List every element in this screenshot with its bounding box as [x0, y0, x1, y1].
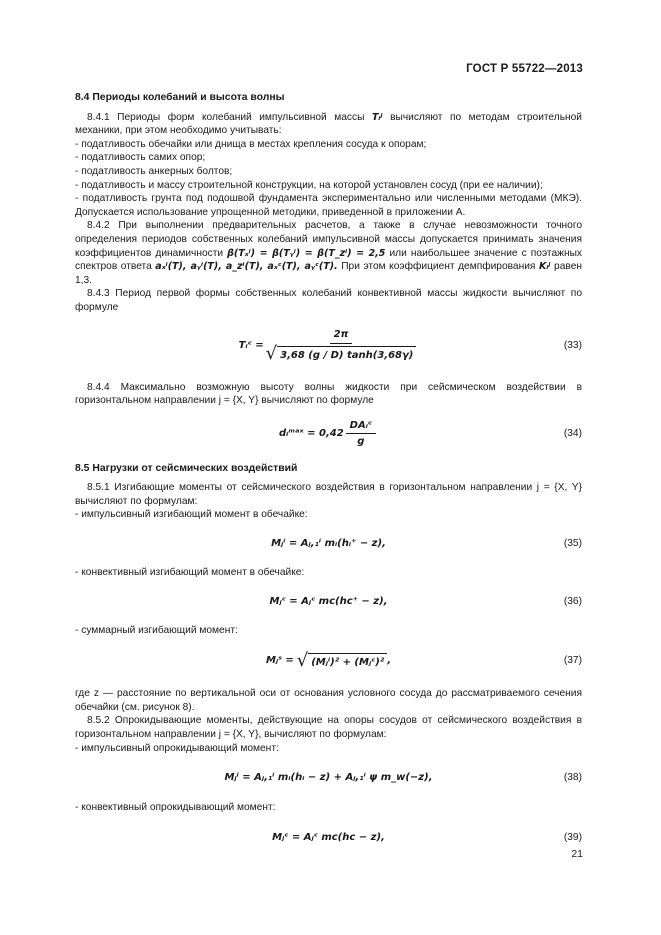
paragraph-z-definition: где z — расстояние по вертикальной оси от основания условного сосуда до рассматриваемого сечения обечайки (см. рисунок 8).	[75, 688, 582, 713]
equation-34	[75, 414, 582, 454]
equation-37-radicand: (Mⱼⁱ)² + (Mⱼᶜ)²	[308, 653, 387, 670]
paragraph-8-4-4: 8.4.4 Максимально возможную высоту волны жидкости при сейсмическом воздействии в горизонтальном направлении j = {X, Y} вычисляют по формуле	[75, 381, 582, 407]
equation-33-denominator	[266, 344, 417, 363]
page-content	[75, 91, 582, 861]
paragraph-8-4-3: 8.4.3 Период первой формы собственных колебаний конвективной массы жидкости вычисляют по формуле	[75, 288, 582, 313]
equation-33-lhs: Tᵢᶜ =	[238, 339, 264, 351]
equation-34-fraction	[346, 419, 376, 449]
paragraph-8-4-1-start: 8.4.1 Периоды форм колебаний импульсивной массы	[87, 111, 372, 123]
equation-34-numerator: DAᵢᶜ	[346, 419, 376, 435]
document-standard-id: ГОСТ Р 55722—2013	[466, 63, 583, 75]
equation-39-number: (39)	[563, 832, 582, 844]
list-item: - податливость и массу строительной конструкции, на которой установлен сосуд (при ее наличии);	[75, 179, 543, 191]
equation-37-tail: ,	[387, 655, 392, 667]
list-item: - податливость анкерных болтов;	[75, 165, 233, 177]
equation-35-number: (35)	[563, 538, 582, 550]
equation-33-radicand: 3,68 (g / D) tanh(3,68γ)	[277, 346, 416, 363]
section-title-8-4: 8.4 Периоды колебаний и высота волны	[75, 92, 285, 103]
paragraph-8-5-1: 8.5.1 Изгибающие моменты от сейсмического воздействия в горизонтальном направлении j = {X, Y} вычисляют по формулам:	[75, 482, 582, 507]
paragraph-8-4-2	[75, 219, 582, 287]
equation-37-formula	[75, 643, 582, 679]
paragraph-8-4-2-part-b: или наибольшее значение с поэтажных спектров ответа	[75, 247, 582, 273]
equation-33-formula	[75, 321, 582, 371]
paragraph-8-4-2-part-c: При этом коэффициент демпфирования	[337, 261, 539, 273]
equation-37	[75, 643, 582, 679]
equation-33-number: (33)	[563, 339, 582, 351]
equation-33	[75, 321, 582, 371]
equation-37-root	[297, 652, 387, 670]
list-item: - податливость обечайки или днища в местах крепления сосуда к опорам;	[75, 138, 427, 150]
list-item: - податливость самих опор;	[75, 152, 206, 164]
equation-39	[75, 821, 582, 855]
paragraph-8-4-2-part-a: 8.4.2 При выполнении предварительных расчетов, а также в случае невозможности точного определения периодов собственных колебаний импульсивной массы допускается принимать значения коэффициентов динамичности	[75, 220, 582, 259]
list-item: - импульсивный опрокидывающий момент:	[75, 742, 279, 754]
response-spectra-formula: aₓⁱ(T), aᵧⁱ(T), a_zⁱ(T), aₓᶜ(T), aᵧᶜ(T).	[155, 261, 338, 273]
sqrt-sign-icon: √	[296, 650, 309, 672]
equation-37-number: (37)	[563, 655, 582, 667]
page-number: 21	[571, 848, 583, 860]
equation-35-formula: Mⱼⁱ = Aⱼ,₁ⁱ mᵢ(hᵢ⁺ − z),	[271, 538, 386, 550]
sqrt-sign-icon: √	[265, 342, 278, 364]
equation-35	[75, 528, 582, 560]
paragraph-8-4-1	[75, 111, 582, 138]
period-symbol: Tᵢʲ	[371, 111, 383, 123]
section-title-8-5: 8.5 Нагрузки от сейсмических воздействий	[75, 462, 298, 474]
equation-33-fraction	[266, 328, 417, 363]
paragraph-8-4-2-part-d: равен 1,3.	[75, 261, 582, 286]
equation-37-lhs: Mⱼˢ =	[265, 655, 294, 667]
equation-36-formula: Mⱼᶜ = Aⱼᶜ mc(hc⁺ − z),	[269, 595, 388, 607]
equation-36	[75, 586, 582, 618]
paragraph-8-4-1-end: вычисляют по методам строительной механики, при этом необходимо учитывать:	[75, 111, 582, 137]
equation-33-numerator: 2π	[330, 328, 353, 344]
equation-34-lhs: dᵢᵐᵃˣ = 0,42	[278, 427, 344, 439]
list-item: - податливость грунта под подошвой фундамента экспериментально или численными методами (МКЭ). Допускается использование упрощенной методики, приведенной в приложении А.	[75, 193, 582, 218]
equation-39-formula: Mⱼᶜ = Aⱼᶜ mc(hc − z),	[272, 832, 385, 844]
paragraph-8-5-2: 8.5.2 Опрокидывающие моменты, действующие на опоры сосудов от сейсмического воздействия в горизонтальном направлении j = {X, Y}, вычисляют по формулам:	[75, 715, 582, 741]
equation-34-number: (34)	[563, 427, 582, 439]
equation-38	[75, 761, 582, 795]
dynamic-coefficient-formula: β(Tₓⁱ) = β(Tᵧⁱ) = β(T_zⁱ) = 2,5	[227, 247, 386, 259]
equation-38-formula: Mⱼⁱ = Aⱼ,₁ⁱ mᵢ(hᵢ − z) + Aⱼ,₁ⁱ ψ m_w(−z),	[224, 772, 433, 784]
list-item: - импульсивный изгибающий момент в обечайке:	[75, 509, 308, 521]
list-item: - конвективный опрокидывающий момент:	[75, 802, 276, 814]
equation-36-number: (36)	[563, 595, 582, 607]
equation-34-formula	[75, 414, 582, 454]
list-item: - конвективный изгибающий момент в обечайке:	[75, 567, 305, 579]
equation-38-number: (38)	[563, 772, 582, 784]
list-item: - суммарный изгибающий момент:	[75, 624, 238, 636]
equation-34-denominator: g	[357, 436, 365, 448]
damping-coefficient-symbol: Kᵢʲ	[538, 261, 551, 273]
